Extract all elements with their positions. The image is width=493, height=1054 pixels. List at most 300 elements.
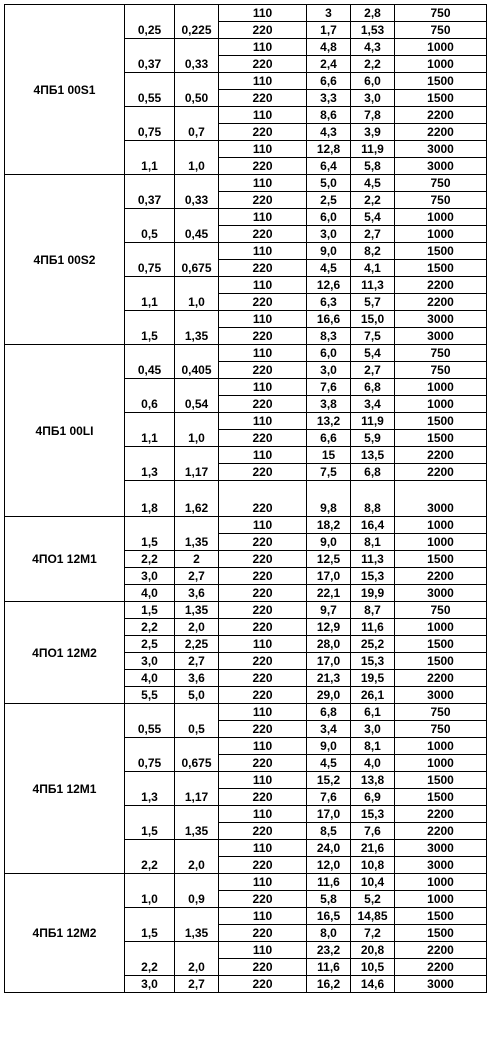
shaft-power-cell: 1,0 xyxy=(175,413,219,447)
power-cell: 1,5 xyxy=(125,602,175,619)
speed-cell: 2200 xyxy=(395,277,487,294)
speed-cell: 750 xyxy=(395,192,487,209)
speed-cell: 1500 xyxy=(395,925,487,942)
current-b-cell: 7,6 xyxy=(351,823,395,840)
table-row xyxy=(5,175,487,192)
current-a-cell: 3,0 xyxy=(307,226,351,243)
speed-cell: 2200 xyxy=(395,107,487,124)
speed-cell: 2200 xyxy=(395,124,487,141)
speed-cell: 2200 xyxy=(395,959,487,976)
power-cell: 5,5 xyxy=(125,687,175,704)
current-a-cell: 7,6 xyxy=(307,379,351,396)
speed-cell: 3000 xyxy=(395,687,487,704)
voltage-cell: 220 xyxy=(219,362,307,379)
table-body xyxy=(5,5,487,993)
shaft-power-cell: 1,17 xyxy=(175,447,219,481)
voltage-cell: 110 xyxy=(219,772,307,789)
current-b-cell: 2,8 xyxy=(351,5,395,22)
shaft-power-cell: 2,0 xyxy=(175,942,219,976)
current-a-cell: 3 xyxy=(307,5,351,22)
current-a-cell: 24,0 xyxy=(307,840,351,857)
current-b-cell: 6,0 xyxy=(351,73,395,90)
voltage-cell: 220 xyxy=(219,755,307,772)
speed-cell: 1000 xyxy=(395,738,487,755)
shaft-power-cell: 1,35 xyxy=(175,806,219,840)
speed-cell: 2200 xyxy=(395,823,487,840)
current-a-cell: 3,3 xyxy=(307,90,351,107)
voltage-cell: 110 xyxy=(219,379,307,396)
table-row xyxy=(5,345,487,362)
speed-cell: 1500 xyxy=(395,243,487,260)
current-a-cell: 8,3 xyxy=(307,328,351,345)
shaft-power-cell: 0,5 xyxy=(175,704,219,738)
current-a-cell: 12,5 xyxy=(307,551,351,568)
speed-cell: 1500 xyxy=(395,772,487,789)
speed-cell: 1500 xyxy=(395,551,487,568)
speed-cell: 2200 xyxy=(395,464,487,481)
current-a-cell: 17,0 xyxy=(307,568,351,585)
speed-cell: 1000 xyxy=(395,874,487,891)
current-b-cell: 10,5 xyxy=(351,959,395,976)
current-b-cell: 11,9 xyxy=(351,413,395,430)
shaft-power-cell: 0,405 xyxy=(175,345,219,379)
speed-cell: 750 xyxy=(395,345,487,362)
current-b-cell: 4,1 xyxy=(351,260,395,277)
power-cell: 0,37 xyxy=(125,175,175,209)
power-cell: 2,2 xyxy=(125,942,175,976)
speed-cell: 1000 xyxy=(395,209,487,226)
speed-cell: 3000 xyxy=(395,976,487,993)
current-a-cell: 4,5 xyxy=(307,260,351,277)
table-row xyxy=(5,517,487,534)
current-a-cell: 6,6 xyxy=(307,430,351,447)
table-row xyxy=(5,874,487,891)
speed-cell: 750 xyxy=(395,5,487,22)
current-a-cell: 9,7 xyxy=(307,602,351,619)
current-b-cell: 5,4 xyxy=(351,209,395,226)
power-cell: 1,5 xyxy=(125,806,175,840)
power-cell: 1,5 xyxy=(125,908,175,942)
speed-cell: 2200 xyxy=(395,568,487,585)
current-b-cell: 7,5 xyxy=(351,328,395,345)
voltage-cell: 220 xyxy=(219,789,307,806)
voltage-cell: 110 xyxy=(219,413,307,430)
shaft-power-cell: 1,0 xyxy=(175,277,219,311)
current-a-cell: 6,8 xyxy=(307,704,351,721)
speed-cell: 2200 xyxy=(395,942,487,959)
shaft-power-cell: 2,7 xyxy=(175,568,219,585)
current-a-cell: 28,0 xyxy=(307,636,351,653)
table-row xyxy=(5,704,487,721)
current-a-cell: 6,3 xyxy=(307,294,351,311)
speed-cell: 1000 xyxy=(395,517,487,534)
voltage-cell: 110 xyxy=(219,447,307,464)
shaft-power-cell: 2,7 xyxy=(175,653,219,670)
model-cell: 4ПБ1 00LI xyxy=(5,345,125,517)
power-cell: 1,0 xyxy=(125,874,175,908)
shaft-power-cell: 2 xyxy=(175,551,219,568)
speed-cell: 1500 xyxy=(395,73,487,90)
voltage-cell: 220 xyxy=(219,857,307,874)
voltage-cell: 110 xyxy=(219,107,307,124)
speed-cell: 1500 xyxy=(395,653,487,670)
current-a-cell: 12,9 xyxy=(307,619,351,636)
current-a-cell: 18,2 xyxy=(307,517,351,534)
current-a-cell: 15,2 xyxy=(307,772,351,789)
current-b-cell: 25,2 xyxy=(351,636,395,653)
power-cell: 3,0 xyxy=(125,568,175,585)
voltage-cell: 220 xyxy=(219,328,307,345)
current-b-cell: 14,85 xyxy=(351,908,395,925)
current-b-cell: 2,2 xyxy=(351,56,395,73)
current-b-cell: 2,7 xyxy=(351,362,395,379)
current-b-cell: 13,5 xyxy=(351,447,395,464)
current-b-cell: 7,8 xyxy=(351,107,395,124)
current-b-cell: 15,3 xyxy=(351,806,395,823)
power-cell: 0,25 xyxy=(125,5,175,39)
model-cell: 4ПО1 12М1 xyxy=(5,517,125,602)
current-b-cell: 8,1 xyxy=(351,738,395,755)
shaft-power-cell: 1,0 xyxy=(175,141,219,175)
shaft-power-cell: 0,54 xyxy=(175,379,219,413)
current-b-cell: 13,8 xyxy=(351,772,395,789)
voltage-cell: 110 xyxy=(219,5,307,22)
voltage-cell: 220 xyxy=(219,90,307,107)
current-a-cell: 17,0 xyxy=(307,653,351,670)
current-b-cell: 6,8 xyxy=(351,379,395,396)
speed-cell: 1000 xyxy=(395,56,487,73)
current-b-cell: 7,2 xyxy=(351,925,395,942)
voltage-cell: 220 xyxy=(219,226,307,243)
current-b-cell: 11,3 xyxy=(351,551,395,568)
current-a-cell: 22,1 xyxy=(307,585,351,602)
voltage-cell: 220 xyxy=(219,823,307,840)
power-cell: 1,1 xyxy=(125,141,175,175)
voltage-cell: 220 xyxy=(219,602,307,619)
current-a-cell: 17,0 xyxy=(307,806,351,823)
power-cell: 2,2 xyxy=(125,619,175,636)
current-a-cell: 9,0 xyxy=(307,534,351,551)
speed-cell: 750 xyxy=(395,602,487,619)
current-a-cell: 9,0 xyxy=(307,738,351,755)
power-cell: 2,2 xyxy=(125,840,175,874)
power-cell: 0,45 xyxy=(125,345,175,379)
current-a-cell: 7,6 xyxy=(307,789,351,806)
current-a-cell: 7,5 xyxy=(307,464,351,481)
shaft-power-cell: 1,62 xyxy=(175,481,219,517)
power-cell: 1,1 xyxy=(125,413,175,447)
speed-cell: 3000 xyxy=(395,158,487,175)
voltage-cell: 110 xyxy=(219,874,307,891)
current-b-cell: 11,9 xyxy=(351,141,395,158)
current-b-cell: 10,4 xyxy=(351,874,395,891)
model-cell: 4ПБ1 12М1 xyxy=(5,704,125,874)
current-a-cell: 8,0 xyxy=(307,925,351,942)
current-a-cell: 4,3 xyxy=(307,124,351,141)
shaft-power-cell: 0,675 xyxy=(175,243,219,277)
speed-cell: 3000 xyxy=(395,840,487,857)
voltage-cell: 220 xyxy=(219,721,307,738)
current-a-cell: 6,4 xyxy=(307,158,351,175)
shaft-power-cell: 0,45 xyxy=(175,209,219,243)
current-a-cell: 4,5 xyxy=(307,755,351,772)
speed-cell: 1000 xyxy=(395,619,487,636)
power-cell: 4,0 xyxy=(125,670,175,687)
current-a-cell: 21,3 xyxy=(307,670,351,687)
power-cell: 1,5 xyxy=(125,517,175,551)
current-a-cell: 6,0 xyxy=(307,345,351,362)
voltage-cell: 220 xyxy=(219,124,307,141)
voltage-cell: 110 xyxy=(219,277,307,294)
power-cell: 1,3 xyxy=(125,772,175,806)
voltage-cell: 220 xyxy=(219,192,307,209)
voltage-cell: 110 xyxy=(219,141,307,158)
current-b-cell: 6,8 xyxy=(351,464,395,481)
current-a-cell: 15 xyxy=(307,447,351,464)
voltage-cell: 110 xyxy=(219,908,307,925)
current-a-cell: 5,0 xyxy=(307,175,351,192)
voltage-cell: 220 xyxy=(219,294,307,311)
power-cell: 2,5 xyxy=(125,636,175,653)
voltage-cell: 110 xyxy=(219,243,307,260)
current-b-cell: 5,8 xyxy=(351,158,395,175)
shaft-power-cell: 1,35 xyxy=(175,311,219,345)
current-b-cell: 6,1 xyxy=(351,704,395,721)
voltage-cell: 110 xyxy=(219,942,307,959)
shaft-power-cell: 3,6 xyxy=(175,585,219,602)
current-b-cell: 10,8 xyxy=(351,857,395,874)
voltage-cell: 110 xyxy=(219,345,307,362)
power-cell: 0,55 xyxy=(125,704,175,738)
voltage-cell: 110 xyxy=(219,738,307,755)
current-a-cell: 16,6 xyxy=(307,311,351,328)
current-b-cell: 4,5 xyxy=(351,175,395,192)
voltage-cell: 110 xyxy=(219,39,307,56)
current-a-cell: 6,6 xyxy=(307,73,351,90)
speed-cell: 1500 xyxy=(395,260,487,277)
shaft-power-cell: 0,675 xyxy=(175,738,219,772)
speed-cell: 1000 xyxy=(395,534,487,551)
speed-cell: 3000 xyxy=(395,328,487,345)
speed-cell: 750 xyxy=(395,704,487,721)
current-b-cell: 21,6 xyxy=(351,840,395,857)
voltage-cell: 220 xyxy=(219,158,307,175)
voltage-cell: 220 xyxy=(219,891,307,908)
current-a-cell: 16,2 xyxy=(307,976,351,993)
current-b-cell: 16,4 xyxy=(351,517,395,534)
voltage-cell: 220 xyxy=(219,976,307,993)
speed-cell: 2200 xyxy=(395,806,487,823)
shaft-power-cell: 0,7 xyxy=(175,107,219,141)
current-a-cell: 12,6 xyxy=(307,277,351,294)
speed-cell: 3000 xyxy=(395,311,487,328)
voltage-cell: 220 xyxy=(219,687,307,704)
table-row xyxy=(5,5,487,22)
current-b-cell: 20,8 xyxy=(351,942,395,959)
current-a-cell: 6,0 xyxy=(307,209,351,226)
current-b-cell: 5,9 xyxy=(351,430,395,447)
speed-cell: 1500 xyxy=(395,908,487,925)
power-cell: 1,1 xyxy=(125,277,175,311)
speed-cell: 750 xyxy=(395,22,487,39)
voltage-cell: 220 xyxy=(219,22,307,39)
shaft-power-cell: 2,25 xyxy=(175,636,219,653)
power-cell: 0,75 xyxy=(125,243,175,277)
speed-cell: 750 xyxy=(395,362,487,379)
current-b-cell: 11,6 xyxy=(351,619,395,636)
speed-cell: 1000 xyxy=(395,891,487,908)
voltage-cell: 220 xyxy=(219,653,307,670)
current-b-cell: 11,3 xyxy=(351,277,395,294)
voltage-cell: 220 xyxy=(219,551,307,568)
power-cell: 0,5 xyxy=(125,209,175,243)
voltage-cell: 110 xyxy=(219,311,307,328)
speed-cell: 750 xyxy=(395,175,487,192)
voltage-cell: 220 xyxy=(219,464,307,481)
current-b-cell: 3,9 xyxy=(351,124,395,141)
voltage-cell: 220 xyxy=(219,430,307,447)
current-b-cell: 2,2 xyxy=(351,192,395,209)
voltage-cell: 110 xyxy=(219,636,307,653)
current-a-cell: 3,4 xyxy=(307,721,351,738)
model-cell: 4ПБ1 12М2 xyxy=(5,874,125,993)
voltage-cell: 220 xyxy=(219,925,307,942)
speed-cell: 1000 xyxy=(395,396,487,413)
current-b-cell: 14,6 xyxy=(351,976,395,993)
current-b-cell: 8,7 xyxy=(351,602,395,619)
current-b-cell: 19,5 xyxy=(351,670,395,687)
current-a-cell: 8,5 xyxy=(307,823,351,840)
current-a-cell: 1,7 xyxy=(307,22,351,39)
power-cell: 0,75 xyxy=(125,738,175,772)
voltage-cell: 220 xyxy=(219,619,307,636)
speed-cell: 3000 xyxy=(395,481,487,517)
current-b-cell: 26,1 xyxy=(351,687,395,704)
power-cell: 0,75 xyxy=(125,107,175,141)
shaft-power-cell: 0,33 xyxy=(175,175,219,209)
current-a-cell: 13,2 xyxy=(307,413,351,430)
current-a-cell: 9,0 xyxy=(307,243,351,260)
shaft-power-cell: 0,50 xyxy=(175,73,219,107)
speed-cell: 750 xyxy=(395,721,487,738)
current-b-cell: 4,3 xyxy=(351,39,395,56)
model-cell: 4ПО1 12М2 xyxy=(5,602,125,704)
voltage-cell: 110 xyxy=(219,209,307,226)
power-cell: 1,8 xyxy=(125,481,175,517)
current-b-cell: 19,9 xyxy=(351,585,395,602)
speed-cell: 1500 xyxy=(395,430,487,447)
shaft-power-cell: 0,33 xyxy=(175,39,219,73)
current-b-cell: 15,3 xyxy=(351,653,395,670)
power-cell: 0,6 xyxy=(125,379,175,413)
shaft-power-cell: 2,0 xyxy=(175,619,219,636)
current-a-cell: 23,2 xyxy=(307,942,351,959)
voltage-cell: 110 xyxy=(219,175,307,192)
model-cell: 4ПБ1 00S2 xyxy=(5,175,125,345)
current-b-cell: 6,9 xyxy=(351,789,395,806)
voltage-cell: 220 xyxy=(219,481,307,517)
speed-cell: 3000 xyxy=(395,585,487,602)
current-b-cell: 8,8 xyxy=(351,481,395,517)
power-cell: 0,37 xyxy=(125,39,175,73)
speed-cell: 1500 xyxy=(395,90,487,107)
table-row xyxy=(5,602,487,619)
speed-cell: 3000 xyxy=(395,857,487,874)
model-cell: 4ПБ1 00S1 xyxy=(5,5,125,175)
current-a-cell: 4,8 xyxy=(307,39,351,56)
shaft-power-cell: 3,6 xyxy=(175,670,219,687)
current-a-cell: 2,4 xyxy=(307,56,351,73)
power-cell: 0,55 xyxy=(125,73,175,107)
voltage-cell: 220 xyxy=(219,396,307,413)
voltage-cell: 220 xyxy=(219,959,307,976)
shaft-power-cell: 0,9 xyxy=(175,874,219,908)
current-a-cell: 9,8 xyxy=(307,481,351,517)
shaft-power-cell: 0,225 xyxy=(175,5,219,39)
speed-cell: 1000 xyxy=(395,39,487,56)
voltage-cell: 110 xyxy=(219,517,307,534)
current-b-cell: 2,7 xyxy=(351,226,395,243)
voltage-cell: 220 xyxy=(219,585,307,602)
voltage-cell: 110 xyxy=(219,704,307,721)
voltage-cell: 220 xyxy=(219,534,307,551)
current-a-cell: 3,8 xyxy=(307,396,351,413)
current-a-cell: 29,0 xyxy=(307,687,351,704)
power-cell: 1,5 xyxy=(125,311,175,345)
current-b-cell: 8,1 xyxy=(351,534,395,551)
power-cell: 2,2 xyxy=(125,551,175,568)
shaft-power-cell: 1,35 xyxy=(175,602,219,619)
voltage-cell: 110 xyxy=(219,73,307,90)
shaft-power-cell: 5,0 xyxy=(175,687,219,704)
current-a-cell: 11,6 xyxy=(307,874,351,891)
current-b-cell: 5,2 xyxy=(351,891,395,908)
current-a-cell: 12,8 xyxy=(307,141,351,158)
speed-cell: 1000 xyxy=(395,379,487,396)
voltage-cell: 220 xyxy=(219,568,307,585)
speed-cell: 1000 xyxy=(395,755,487,772)
power-cell: 3,0 xyxy=(125,976,175,993)
voltage-cell: 220 xyxy=(219,260,307,277)
shaft-power-cell: 1,17 xyxy=(175,772,219,806)
current-b-cell: 15,0 xyxy=(351,311,395,328)
current-b-cell: 3,0 xyxy=(351,721,395,738)
power-cell: 3,0 xyxy=(125,653,175,670)
shaft-power-cell: 2,7 xyxy=(175,976,219,993)
power-cell: 1,3 xyxy=(125,447,175,481)
speed-cell: 1500 xyxy=(395,789,487,806)
current-b-cell: 5,7 xyxy=(351,294,395,311)
current-a-cell: 12,0 xyxy=(307,857,351,874)
speed-cell: 2200 xyxy=(395,447,487,464)
speed-cell: 1500 xyxy=(395,636,487,653)
current-b-cell: 5,4 xyxy=(351,345,395,362)
shaft-power-cell: 1,35 xyxy=(175,517,219,551)
current-a-cell: 5,8 xyxy=(307,891,351,908)
voltage-cell: 110 xyxy=(219,840,307,857)
speed-cell: 1000 xyxy=(395,226,487,243)
current-b-cell: 8,2 xyxy=(351,243,395,260)
current-b-cell: 15,3 xyxy=(351,568,395,585)
motor-spec-table xyxy=(4,4,487,993)
current-a-cell: 8,6 xyxy=(307,107,351,124)
power-cell: 4,0 xyxy=(125,585,175,602)
current-a-cell: 16,5 xyxy=(307,908,351,925)
shaft-power-cell: 1,35 xyxy=(175,908,219,942)
shaft-power-cell: 2,0 xyxy=(175,840,219,874)
current-b-cell: 1,53 xyxy=(351,22,395,39)
voltage-cell: 220 xyxy=(219,56,307,73)
